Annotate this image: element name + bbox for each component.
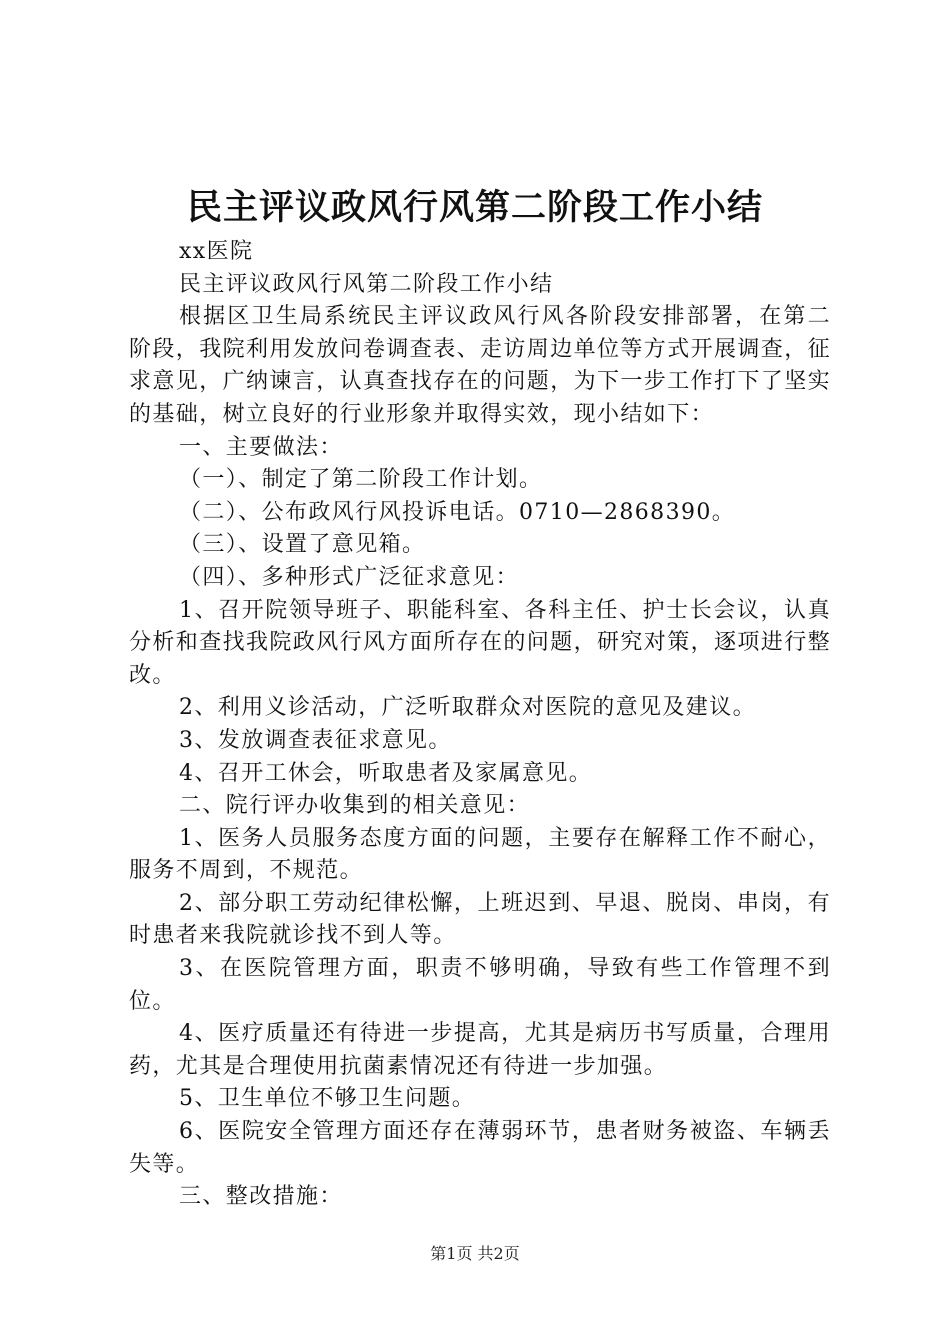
- list-item: 4、医疗质量还有待进一步提高，尤其是病历书写质量，合理用药，尤其是合理使用抗菌素情况还有待进一步加强。: [129, 1021, 831, 1079]
- list-item: （二）、公布政风行风投诉电话。0710—2868390。: [179, 499, 736, 525]
- paragraph-hospital-name: xx医院: [179, 239, 254, 264]
- list-item: 1、医务人员服务态度方面的问题，主要存在解释工作不耐心，服务不周到，不规范。: [129, 825, 831, 884]
- list-item: 4、召开工休会，听取患者及家属意见。: [179, 760, 593, 786]
- section-heading-opinions: 二、院行评办收集到的相关意见：: [179, 793, 531, 819]
- section-heading-main-practices: 一、主要做法：: [179, 434, 343, 460]
- paragraph-intro: 根据区卫生局系统民主评议政风行风各阶段安排部署，在第二阶段，我院利用发放问卷调查表、走访周边单位等方式开展调查，征求意见，广纳谏言，认真查找存在的问题，为下一步工作打下了坚实的基础，树立良好的行业形象并取得实效，现小结如下：: [129, 304, 832, 427]
- page-footer: 第1页 共2页: [430, 1244, 520, 1263]
- list-item: 2、利用义诊活动，广泛听取群众对医院的意见及建议。: [179, 695, 756, 721]
- list-item: 3、在医院管理方面，职责不够明确，导致有些工作管理不到位。: [129, 956, 831, 1014]
- list-item: （四）、多种形式广泛征求意见：: [179, 564, 520, 590]
- section-heading-rectification: 三、整改措施：: [179, 1184, 343, 1210]
- document-body: [129, 236, 831, 1214]
- list-item: 1、召开院领导班子、职能科室、各科主任、护士长会议，认真分析和查找我院政风行风方面所存在的问题，研究对策，逐项进行整改。: [129, 597, 832, 688]
- list-item: 6、医院安全管理方面还存在薄弱环节，患者财务被盗、车辆丢失等。: [129, 1119, 831, 1177]
- list-item: 2、部分职工劳动纪律松懈，上班迟到、早退、脱岗、串岗，有时患者来我院就诊找不到人等。: [129, 890, 831, 949]
- list-item: （一）、制定了第二阶段工作计划。: [179, 467, 543, 493]
- document-title: 民主评议政风行风第二阶段工作小结: [186, 187, 763, 228]
- list-item: （三）、设置了意见箱。: [179, 532, 426, 558]
- paragraph-subtitle: 民主评议政风行风第二阶段工作小结: [179, 271, 554, 297]
- list-item: 3、发放调查表征求意见。: [179, 727, 452, 753]
- list-item: 5、卫生单位不够卫生问题。: [179, 1086, 476, 1112]
